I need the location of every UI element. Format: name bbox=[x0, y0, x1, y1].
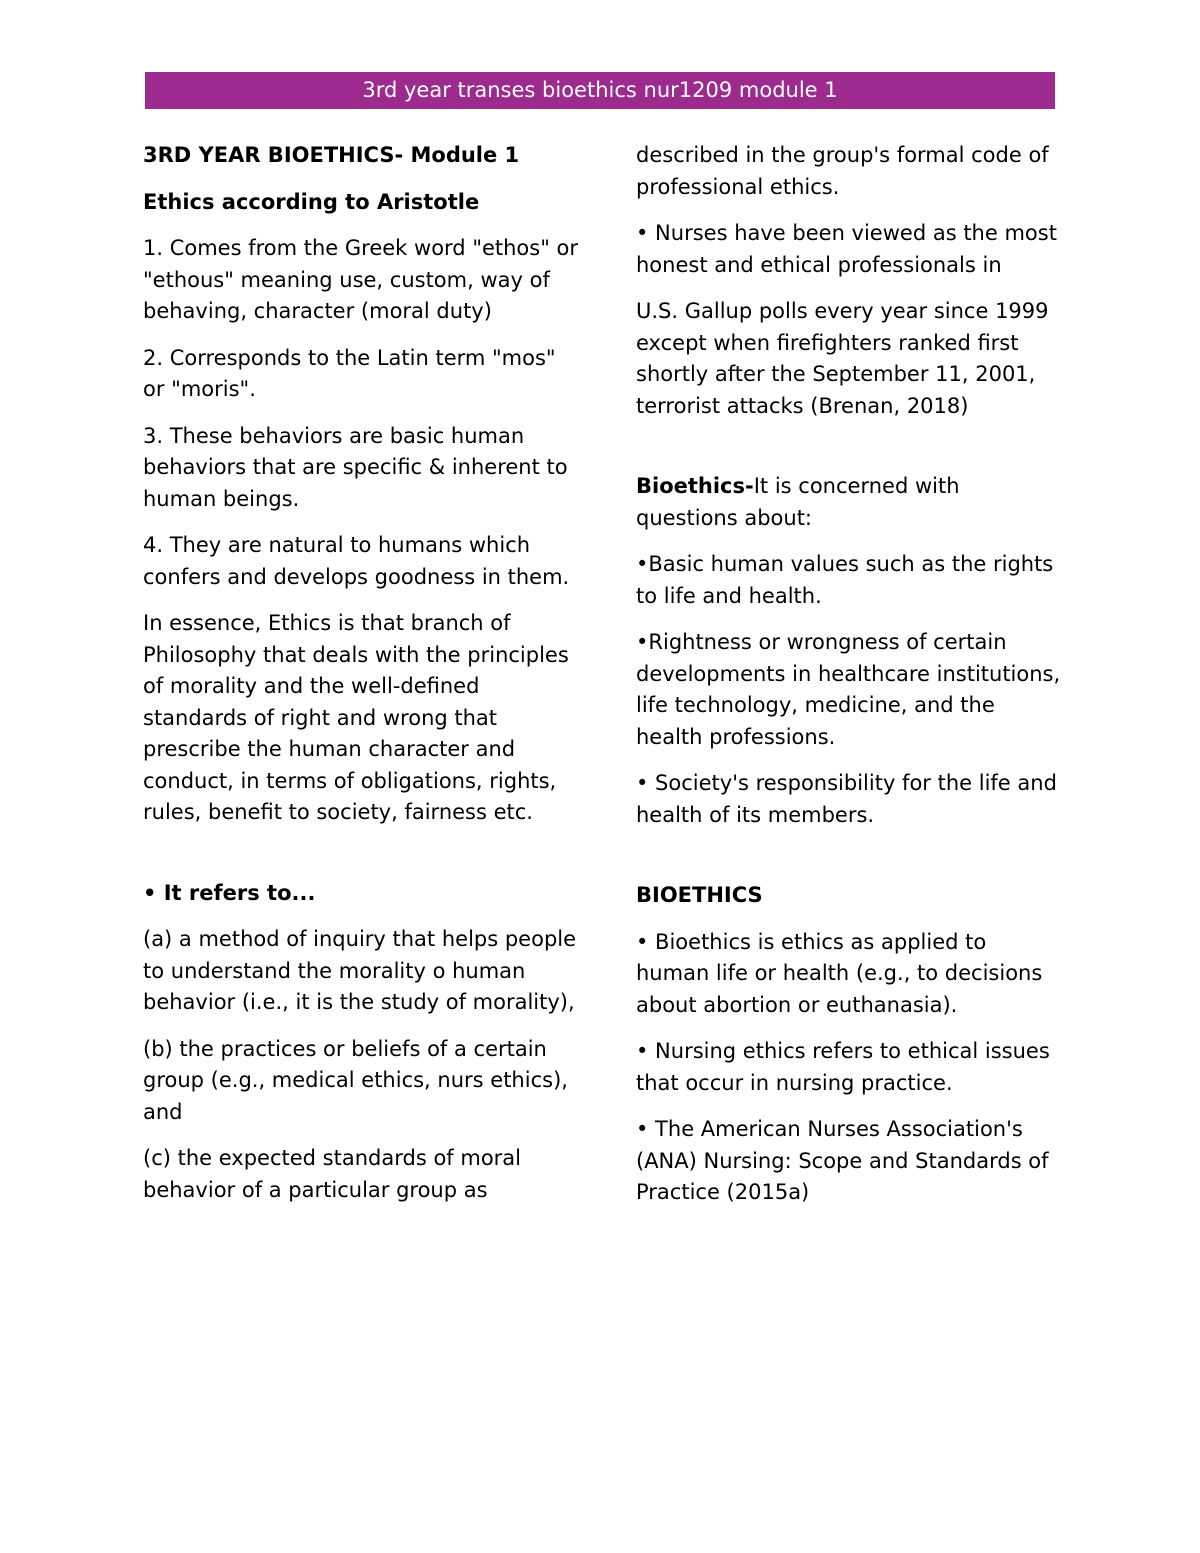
bioethics-label: Bioethics- bbox=[636, 474, 754, 498]
refers-b: (b) the practices or beliefs of a certain group (e.g., medical ethics, nurs ethics), and bbox=[143, 1036, 568, 1124]
nurses-honest: • Nurses have been viewed as the most honest and ethical professionals in bbox=[636, 221, 1057, 277]
refers-a: (a) a method of inquiry that helps people to understand the morality o human behavior (i.e., it is the study of morality), bbox=[143, 927, 577, 1014]
ana-item: • The American Nurses Association's (ANA) Nursing: Scope and Standards of Practice (2015a) bbox=[636, 1117, 1049, 1204]
point-4: 4. They are natural to humans which confers and develops goodness in them. bbox=[143, 533, 570, 589]
continued-text: described in the group's formal code of professional ethics. bbox=[636, 143, 1049, 199]
bioethics-section-heading: BIOETHICS bbox=[636, 883, 763, 907]
applied-item: • Bioethics is ethics as applied to human life or health (e.g., to decisions about abortion or euthanasia). bbox=[636, 929, 1043, 1017]
aristotle-subheading: Ethics according to Aristotle bbox=[143, 189, 480, 214]
point-3: 3. These behaviors are basic human behaviors that are specific & inherent to human beings. bbox=[143, 423, 568, 511]
refers-c: (c) the expected standards of moral behavior of a particular group as bbox=[143, 1146, 521, 1202]
spacer bbox=[636, 437, 1066, 471]
right-column bbox=[636, 140, 1066, 1224]
spacer bbox=[143, 844, 583, 878]
bioethics-def-text: It is concerned with questions about: bbox=[636, 474, 960, 530]
bioethics-definition bbox=[636, 471, 1066, 534]
nursing-ethics-item: • Nursing ethics refers to ethical issues that occur in nursing practice. bbox=[636, 1039, 1050, 1095]
point-1: 1. Comes from the Greek word "ethos" or "ethous" meaning use, custom, way of behaving, character (moral duty) bbox=[143, 236, 579, 323]
rightness-item: •Rightness or wrongness of certain developments in healthcare institutions, life technology, medicine, and the health professions. bbox=[636, 630, 1061, 749]
module-heading: 3RD YEAR BIOETHICS- Module 1 bbox=[143, 143, 520, 167]
values-item: •Basic human values such as the rights to life and health. bbox=[636, 552, 1054, 608]
society-item: • Society's responsibility for the life and health of its members. bbox=[636, 771, 1057, 827]
left-column bbox=[143, 140, 583, 1221]
essence-paragraph: In essence, Ethics is that branch of Philosophy that deals with the principles of morality and the well-defined standards of right and wrong that prescribe the human character and conduct, in terms of obligations, rights, rules, benefit to society, fairness etc. bbox=[143, 611, 569, 824]
document-header-bar: 3rd year transes bioethics nur1209 module 1 bbox=[145, 72, 1055, 109]
gallup-paragraph: U.S. Gallup polls every year since 1999 except when firefighters ranked first shortly after the September 11, 2001, terrorist attacks (Brenan, 2018) bbox=[636, 299, 1049, 418]
refers-heading: • It refers to... bbox=[143, 880, 316, 905]
point-2: 2. Corresponds to the Latin term "mos" or "moris". bbox=[143, 345, 556, 401]
spacer bbox=[636, 846, 1066, 880]
